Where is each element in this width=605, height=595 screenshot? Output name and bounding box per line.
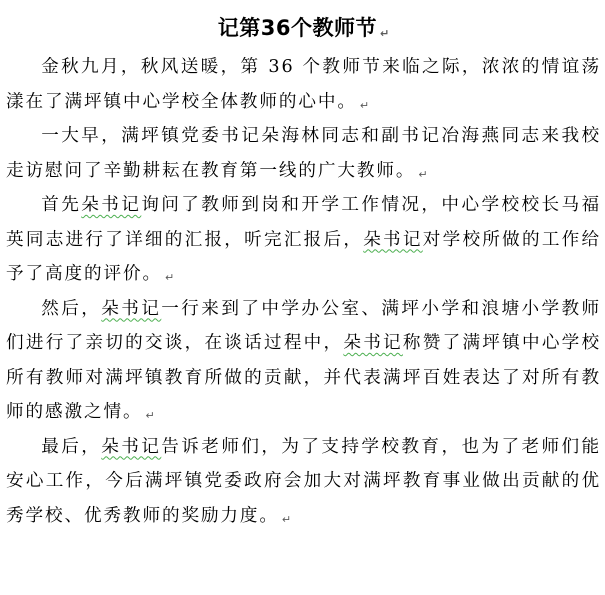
text-run: 然后， xyxy=(41,298,102,319)
text-run: 一大早，满坪镇党委书记朵海林同志和副书记冶海燕同志来我校走访慰问了辛勤耕耘在教育第一线的广大教师。 xyxy=(6,126,601,181)
paragraph-mark-icon: ↵ xyxy=(145,409,155,422)
text-run: 一行来到了中学办公室、满坪小学和浪塘小学教师们进行了亲切的交谈，在谈话过程中， xyxy=(6,298,602,353)
paragraph-mark-icon: ↵ xyxy=(281,512,292,526)
document-title[interactable] xyxy=(6,0,601,50)
spellcheck-flagged-word[interactable]: 朵书记 xyxy=(343,333,403,353)
text-run: 询问了教师到岗和开学工作情况，中心学校校长马福英同志进行了详细的汇报，听完汇报后， xyxy=(6,195,602,250)
paragraph-3[interactable] xyxy=(6,188,601,292)
paragraph-5[interactable] xyxy=(6,430,601,534)
text-run: 告诉老师们，为了支持学校教育，也为了老师们能安心工作，今后满坪镇党委政府会加大对满坪教育事业做出贡献的优秀学校、优秀教师的奖励力度。 xyxy=(6,436,602,526)
text-run: 最后， xyxy=(41,436,102,457)
document-body[interactable] xyxy=(6,50,601,533)
document-title-text: 记第36个教师节 xyxy=(217,16,377,40)
spellcheck-flagged-word[interactable]: 朵书记 xyxy=(101,436,162,457)
text-run: 称赞了满坪镇中心学校所有教师对满坪镇教育所做的贡献，并代表满坪百姓表达了对所有教师的感激之情。 xyxy=(6,333,601,422)
spellcheck-flagged-word[interactable]: 朵书记 xyxy=(363,229,423,250)
paragraph-1[interactable] xyxy=(6,50,601,119)
paragraph-mark-icon: ↵ xyxy=(380,27,390,40)
paragraph-mark-icon: ↵ xyxy=(359,98,370,112)
paragraph-mark-icon: ↵ xyxy=(164,271,175,284)
text-run: 首先 xyxy=(41,195,82,215)
paragraph-mark-icon: ↵ xyxy=(418,167,428,181)
spellcheck-flagged-word[interactable]: 朵书记 xyxy=(101,298,162,319)
text-run: 对学校所做的工作给予了高度的评价。 xyxy=(6,229,602,284)
paragraph-4[interactable] xyxy=(6,292,601,430)
spellcheck-flagged-word[interactable]: 朵书记 xyxy=(81,195,142,215)
text-run: 金秋九月，秋风送暖，第 36 个教师节来临之际，浓浓的情谊荡漾在了满坪镇中心学校全体教师的心中。 xyxy=(6,57,601,112)
paragraph-2[interactable] xyxy=(6,119,601,188)
